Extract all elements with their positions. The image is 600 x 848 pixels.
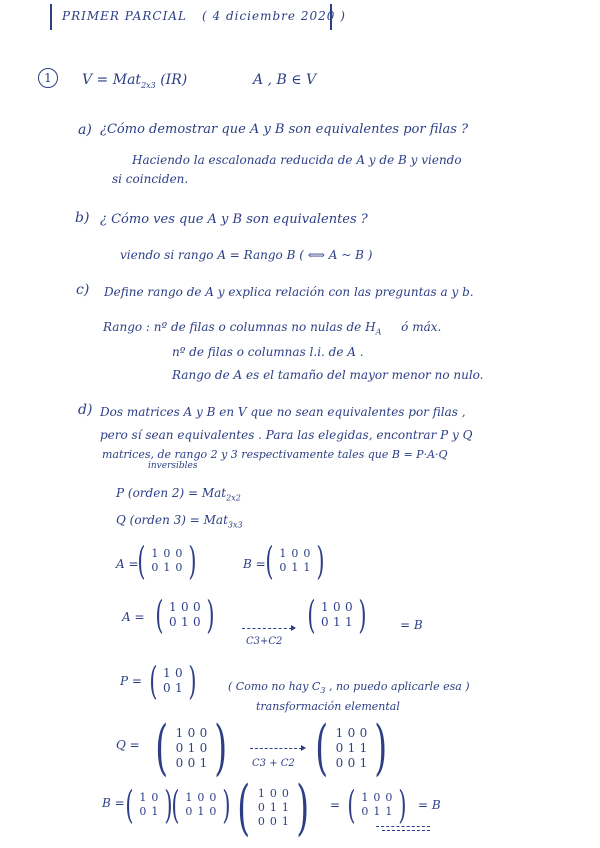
step-matrix-b: ( 1 0 0 0 1 1 ) — [307, 593, 367, 637]
part-d-label: d) — [78, 402, 93, 418]
final-result: = B — [418, 798, 441, 812]
final-matrix-a: ( 1 0 0 0 1 0 ) — [171, 783, 231, 827]
part-c-question: Define rango de A y explica relación con las preguntas a y b. — [104, 285, 474, 299]
p-order-def: P (orden 2) = Mat$_{2x2}$ — [116, 486, 241, 503]
p-note-2: transformación elemental — [256, 700, 400, 713]
step-a-label: A = — [122, 610, 145, 624]
part-b-question: ¿ Cómo ves que A y B son equivalentes ? — [100, 212, 368, 227]
part-a-label: a) — [78, 122, 92, 138]
final-matrix-a-grid: 1 0 0 0 1 0 — [185, 791, 217, 818]
part-d-line-1: Dos matrices A y B en V que no sean equivalentes por filas , — [100, 405, 466, 419]
header-box — [50, 4, 346, 30]
p-label: P = — [120, 674, 142, 688]
q-order-def: Q (orden 3) = Mat$_{3x3}$ — [116, 513, 243, 530]
part-c-answer-3: Rango de A es el tamaño del mayor menor no nulo. — [172, 368, 484, 382]
part-d-line-2: pero sí sean equivalentes . Para las elegidas, encontrar P y Q — [100, 428, 473, 442]
question-number: 1 — [38, 68, 58, 88]
matrix-identity-3: ( 1 0 0 0 1 0 0 0 1 ) — [155, 713, 228, 783]
part-c-answer-1: Rango : nº de filas o columnas no nulas de $H_A$ ó máx. — [103, 320, 442, 337]
matrix-a: ( 1 0 0 0 1 0 ) — [137, 539, 197, 583]
part-b-label: b) — [75, 210, 90, 226]
final-matrix-p: ( 1 0 0 1 ) — [125, 783, 173, 827]
final-matrix-p-grid: 1 0 0 1 — [139, 791, 159, 818]
final-matrix-q-grid: 1 0 0 0 1 1 0 0 1 — [257, 787, 289, 828]
exam-date: ( 4 diciembre 2020 ) — [202, 9, 346, 23]
matrix-q: ( 1 0 0 0 1 1 0 0 1 ) — [315, 713, 388, 783]
part-a-answer-1: Haciendo la escalonada reducida de A y de B y viendo — [132, 153, 462, 167]
part-a-question: ¿Cómo demostrar que A y B son equivalentes por filas ? — [100, 122, 469, 137]
p-note-1: ( Como no hay $C_3$ , no puedo aplicarle esa ) — [228, 680, 470, 696]
final-underline-2 — [382, 830, 430, 831]
matrix-b-label: B = — [243, 557, 266, 571]
step-arrow — [242, 628, 292, 629]
part-c-answer-2: nº de filas o columnas l.i. de A . — [172, 345, 364, 359]
final-underline-1 — [376, 826, 430, 827]
final-matrix-b: ( 1 0 0 0 1 1 ) — [347, 783, 407, 827]
part-a-answer-2: si coinciden. — [112, 172, 189, 186]
final-matrix-q: ( 1 0 0 0 1 1 0 0 1 ) — [237, 773, 310, 843]
final-b-label: B = — [102, 796, 125, 810]
q-operation: C3 + C2 — [252, 758, 295, 769]
step-matrix-a: ( 1 0 0 0 1 0 ) — [155, 593, 215, 637]
final-matrix-b-grid: 1 0 0 0 1 1 — [361, 791, 393, 818]
step-operation: C3+C2 — [246, 636, 283, 647]
vector-space-def: V = Mat$_{2x3}$ (IR) — [82, 72, 188, 90]
q-label: Q = — [116, 738, 140, 752]
step-result: = B — [400, 618, 423, 632]
invertibles-note: inversibles — [148, 461, 198, 471]
q-arrow — [250, 748, 302, 749]
matrix-a-grid: 1 0 0 0 1 0 — [151, 547, 183, 574]
part-c-label: c) — [76, 282, 90, 298]
matrix-q-grid: 1 0 0 0 1 1 0 0 1 — [335, 725, 368, 770]
step-matrix-a-grid: 1 0 0 0 1 0 — [169, 600, 201, 629]
matrix-p: ( 1 0 0 1 ) — [149, 659, 197, 703]
part-b-answer: viendo si rango A = Rango B ( ⟺ A ~ B ) — [120, 248, 373, 262]
matrix-p-grid: 1 0 0 1 — [163, 666, 183, 695]
final-equals: = — [330, 798, 341, 812]
step-matrix-b-grid: 1 0 0 0 1 1 — [321, 600, 353, 629]
matrix-b: ( 1 0 0 0 1 1 ) — [265, 539, 325, 583]
matrix-a-label: A = — [116, 557, 139, 571]
ab-in-v: A , B ∈ V — [253, 72, 317, 88]
matrix-b-grid: 1 0 0 0 1 1 — [279, 547, 311, 574]
part-d-line-3: matrices, de rango 2 y 3 respectivamente tales que B = P·A·Q — [102, 448, 448, 461]
exam-title: PRIMER PARCIAL — [62, 9, 187, 23]
matrix-identity-3-grid: 1 0 0 0 1 0 0 0 1 — [175, 725, 208, 770]
